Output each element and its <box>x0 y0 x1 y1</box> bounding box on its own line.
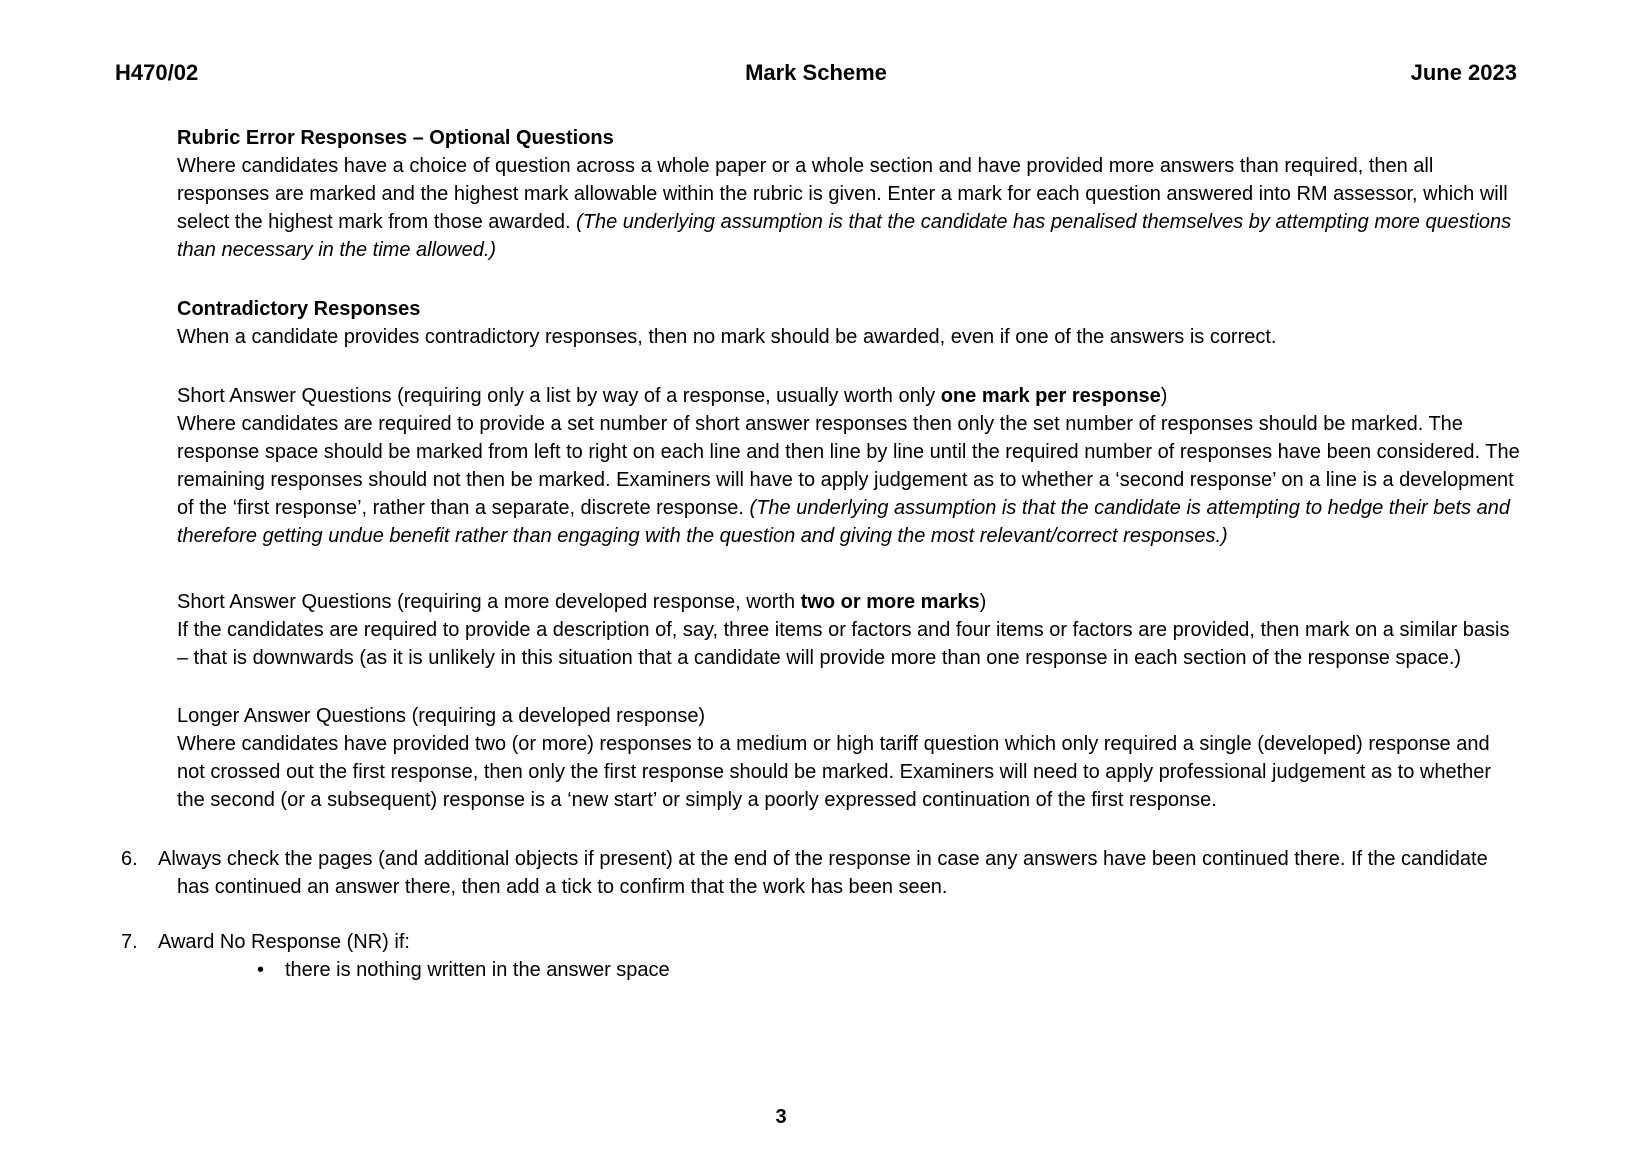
section-title: Contradictory Responses <box>177 298 421 320</box>
section-paragraph: Where candidates have provided two (or more) responses to a medium or high tariff question which only required a single (developed) response and not crossed out the first response, then only the first response should be marked. Examiners will need to apply professional judgement as to whether the second (or a subsequent) response is a ‘new start’ or simply a poorly expressed continuation of the first response. <box>177 733 1492 811</box>
numbered-item-7 <box>121 928 1522 984</box>
numbered-item-6 <box>121 845 1522 901</box>
header-paper-code: H470/02 <box>115 60 199 85</box>
header-session: June 2023 <box>1410 60 1517 85</box>
item-text: Always check the pages (and additional objects if present) at the end of the response in case any answers have been continued there. If the candidate has continued an answer there, then add a tick to confirm that the work has been seen. <box>158 848 1488 898</box>
header-title: Mark Scheme <box>745 60 887 85</box>
section-paragraph: Where candidates are required to provide a set number of short answer responses then only the set number of responses should be marked. The response space should be marked from left to right on each line and then line by line until the required number of responses have been considered. The remaining responses should not then be marked. Examiners will have to apply judgement as to whether a ‘second response’ on a line is a development of the ‘first response’, rather than a separate, discrete response. (The underlying assumption is that the candidate is attempting to hedge their bets and therefore getting undue benefit rather than engaging with the question and giving the most relevant/correct responses.) <box>177 413 1520 547</box>
section-paragraph: Where candidates have a choice of question across a whole paper or a whole section and have provided more answers than required, then all responses are marked and the highest mark allowable within the rubric is given. Enter a mark for each question answered into RM assessor, which will select the highest mark from those awarded. (The underlying assumption is that the candidate has penalised themselves by attempting more questions than necessary in the time allowed.) <box>177 155 1512 261</box>
section-short-answer-two-plus-marks <box>177 588 1522 672</box>
document-body <box>0 124 1637 984</box>
section-title: Short Answer Questions (requiring only a list by way of a response, usually worth only one mark per response) <box>177 385 1168 407</box>
section-contradictory-responses <box>177 295 1522 351</box>
section-title: Short Answer Questions (requiring a more developed response, worth two or more marks) <box>177 591 987 613</box>
page-header <box>0 0 1637 88</box>
section-short-answer-one-mark <box>177 382 1522 550</box>
item-number: 7. <box>121 931 138 953</box>
section-paragraph: If the candidates are required to provide a description of, say, three items or factors and four items or factors are provided, then mark on a similar basis – that is downwards (as it is unlikely in this situation that a candidate will provide more than one response in each section of the response space.) <box>177 619 1510 669</box>
section-paragraph: When a candidate provides contradictory responses, then no mark should be awarded, even if one of the answers is correct. <box>177 326 1277 348</box>
section-title: Longer Answer Questions (requiring a developed response) <box>177 705 706 727</box>
bullet-icon: • <box>257 959 265 981</box>
section-rubric-error-responses <box>177 124 1522 264</box>
page-footer <box>0 1103 1562 1131</box>
section-title: Rubric Error Responses – Optional Questions <box>177 127 614 149</box>
section-longer-answer <box>177 702 1522 814</box>
bullet-text: there is nothing written in the answer space <box>285 959 670 981</box>
page-number: 3 <box>775 1106 787 1128</box>
item-text: Award No Response (NR) if: <box>158 931 410 953</box>
item-number: 6. <box>121 848 138 870</box>
bullet-item <box>257 956 1522 984</box>
